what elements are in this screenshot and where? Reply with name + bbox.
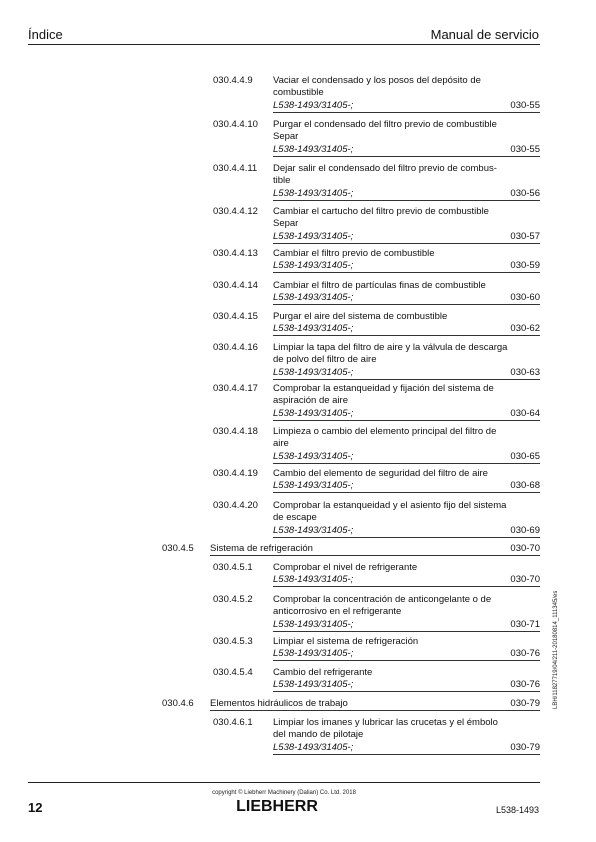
page-number: 12 [28, 800, 43, 815]
toc-entry-title: Cambiar el filtro de partículas finas de combustible [273, 280, 486, 291]
toc-entry-number: 030.4.5.1 [213, 562, 253, 573]
toc-entry-page: 030-55 [510, 99, 540, 111]
toc-entry-model: L538-1493/31405-; [273, 450, 354, 462]
toc-entry-page: 030-68 [510, 480, 540, 492]
toc-entry-model: L538-1493/31405-; [273, 648, 354, 660]
toc-entry-title: Purgar el aire del sistema de combustible [273, 311, 448, 322]
toc-entry-model-line [273, 451, 540, 464]
toc-entry-model-line [273, 100, 540, 113]
toc-entry-number: 030.4.4.9 [213, 75, 253, 86]
toc-entry-title: Cambiar el filtro previo de combustible [273, 248, 435, 259]
toc-entry-number: 030.4.4.18 [213, 426, 258, 437]
toc-entry-number: 030.4.4.16 [213, 342, 258, 353]
toc-entry-model-line [273, 408, 540, 421]
toc-entry-title: Purgar el condensado del filtro previo de combustible Separ [273, 119, 497, 143]
toc-entry-page: 030-56 [510, 187, 540, 199]
liebherr-logo [227, 797, 327, 815]
toc-entry-number: 030.4.5 [162, 543, 194, 554]
toc-entry-number: 030.4.4.13 [213, 248, 258, 259]
toc-entry-model-line [273, 648, 540, 661]
toc-entry-model-line [273, 574, 540, 587]
toc-entry-number: 030.4.5.4 [213, 667, 253, 678]
toc-section-line [210, 698, 540, 711]
toc-entry-model: L538-1493/31405-; [273, 480, 354, 492]
toc-entry-page: 030-71 [510, 618, 540, 630]
toc-entry-model: L538-1493/31405-; [273, 187, 354, 199]
toc-entry-title: Cambio del refrigerante [273, 667, 373, 678]
toc-entry-model-line [273, 323, 540, 336]
toc-entry-title: Vaciar el condensado y los posos del depósito de combustible [273, 75, 481, 99]
toc-entry-page: 030-69 [510, 524, 540, 536]
toc-entry-number: 030.4.5.2 [213, 594, 253, 605]
toc-entry-title: Dejar salir el condensado del filtro previo de combus- tible [273, 163, 497, 187]
toc-entry-model: L538-1493/31405-; [273, 260, 354, 272]
toc-entry-model-line [273, 188, 540, 201]
toc-entry-number: 030.4.6 [162, 698, 194, 709]
toc-entry-title: Limpieza o cambio del elemento principal del filtro de aire [273, 426, 497, 450]
toc-entry-model: L538-1493/31405-; [273, 230, 354, 242]
toc-entry-model: L538-1493/31405-; [273, 143, 354, 155]
toc-entry-page: 030-62 [510, 323, 540, 335]
toc-section-page: 030-70 [510, 543, 540, 554]
toc-entry-number: 030.4.4.12 [213, 206, 258, 217]
toc-entry-number: 030.4.6.1 [213, 717, 253, 728]
toc-entry-model: L538-1493/31405-; [273, 679, 354, 691]
toc-entry-title: Cambiar el cartucho del filtro previo de combustible Separ [273, 206, 489, 230]
toc-entry-number: 030.4.4.15 [213, 311, 258, 322]
toc-entry-model-line [273, 619, 540, 632]
toc-entry-model: L538-1493/31405-; [273, 407, 354, 419]
toc-section-title: Sistema de refrigeración [210, 543, 313, 554]
toc-entry-number: 030.4.4.19 [213, 468, 258, 479]
toc-entry-model: L538-1493/31405-; [273, 292, 354, 304]
toc-entry-model-line [273, 260, 540, 273]
document-code-vertical: LBH/11827719/04/211-20180814_111345/es [553, 590, 559, 709]
toc-entry-page: 030-57 [510, 230, 540, 242]
toc-section-title: Elementos hidráulicos de trabajo [210, 698, 348, 709]
toc-section-page: 030-79 [510, 698, 540, 709]
toc-entry-model: L538-1493/31405-; [273, 741, 354, 753]
toc-entry-model-line [273, 679, 540, 692]
toc-entry-title: Comprobar la concentración de anticongelante o de anticorrosivo en el refrigerante [273, 594, 492, 618]
toc-entry-page: 030-70 [510, 574, 540, 586]
toc-entry-page: 030-79 [510, 741, 540, 753]
toc-entry-number: 030.4.4.11 [213, 163, 258, 174]
toc-entry-number: 030.4.4.14 [213, 280, 258, 291]
toc-entry-model-line [273, 292, 540, 305]
toc-entry-model: L538-1493/31405-; [273, 524, 354, 536]
toc-entry-page: 030-63 [510, 366, 540, 378]
toc-entry-number: 030.4.5.3 [213, 636, 253, 647]
toc-entry-model-line [273, 367, 540, 380]
toc-entry-model-line [273, 144, 540, 157]
header-manual-title: Manual de servicio [430, 27, 539, 42]
toc-entry-model: L538-1493/31405-; [273, 323, 354, 335]
toc-entry-page: 030-64 [510, 407, 540, 419]
toc-entry-title: Comprobar la estanqueidad y fijación del sistema de aspiración de aire [273, 383, 494, 407]
toc-entry-number: 030.4.4.10 [213, 119, 258, 130]
toc-entry-model: L538-1493/31405-; [273, 366, 354, 378]
toc-entry-model-line [273, 742, 540, 755]
toc-section-line [210, 543, 540, 556]
toc-entry-model-line [273, 231, 540, 244]
toc-entry-title: Limpiar el sistema de refrigeración [273, 636, 419, 647]
toc-entry-model-line [273, 480, 540, 493]
toc-entry-page: 030-65 [510, 450, 540, 462]
toc-entry-page: 030-59 [510, 260, 540, 272]
svg-text:LIEBHERR: LIEBHERR [236, 798, 318, 815]
toc-entry-page: 030-60 [510, 292, 540, 304]
toc-entry-number: 030.4.4.17 [213, 383, 258, 394]
toc-entry-title: Comprobar el nivel de refrigerante [273, 562, 418, 573]
toc-entry-model: L538-1493/31405-; [273, 99, 354, 111]
toc-entry-title: Limpiar la tapa del filtro de aire y la válvula de descarga de polvo del filtro de aire [273, 342, 508, 366]
toc-entry-title: Limpiar los imanes y lubricar las crucetas y el émbolo del mando de pilotaje [273, 717, 498, 741]
toc-entry-model-line [273, 525, 540, 538]
toc-entry-number: 030.4.4.20 [213, 500, 258, 511]
toc-entry-page: 030-55 [510, 143, 540, 155]
toc-entry-title: Comprobar la estanqueidad y el asiento fijo del sistema de escape [273, 500, 507, 524]
toc-entry-page: 030-76 [510, 648, 540, 660]
toc-entry-model: L538-1493/31405-; [273, 618, 354, 630]
document-id: L538-1493 [495, 805, 539, 815]
header-section-title: Índice [28, 27, 63, 42]
toc-entry-model: L538-1493/31405-; [273, 574, 354, 586]
copyright-notice: copyright © Liebherr Machinery (Dalian) Co. Ltd. 2018 [212, 790, 356, 796]
footer-rule [28, 782, 540, 783]
toc-entry-page: 030-76 [510, 679, 540, 691]
toc-entry-title: Cambio del elemento de seguridad del filtro de aire [273, 468, 488, 479]
